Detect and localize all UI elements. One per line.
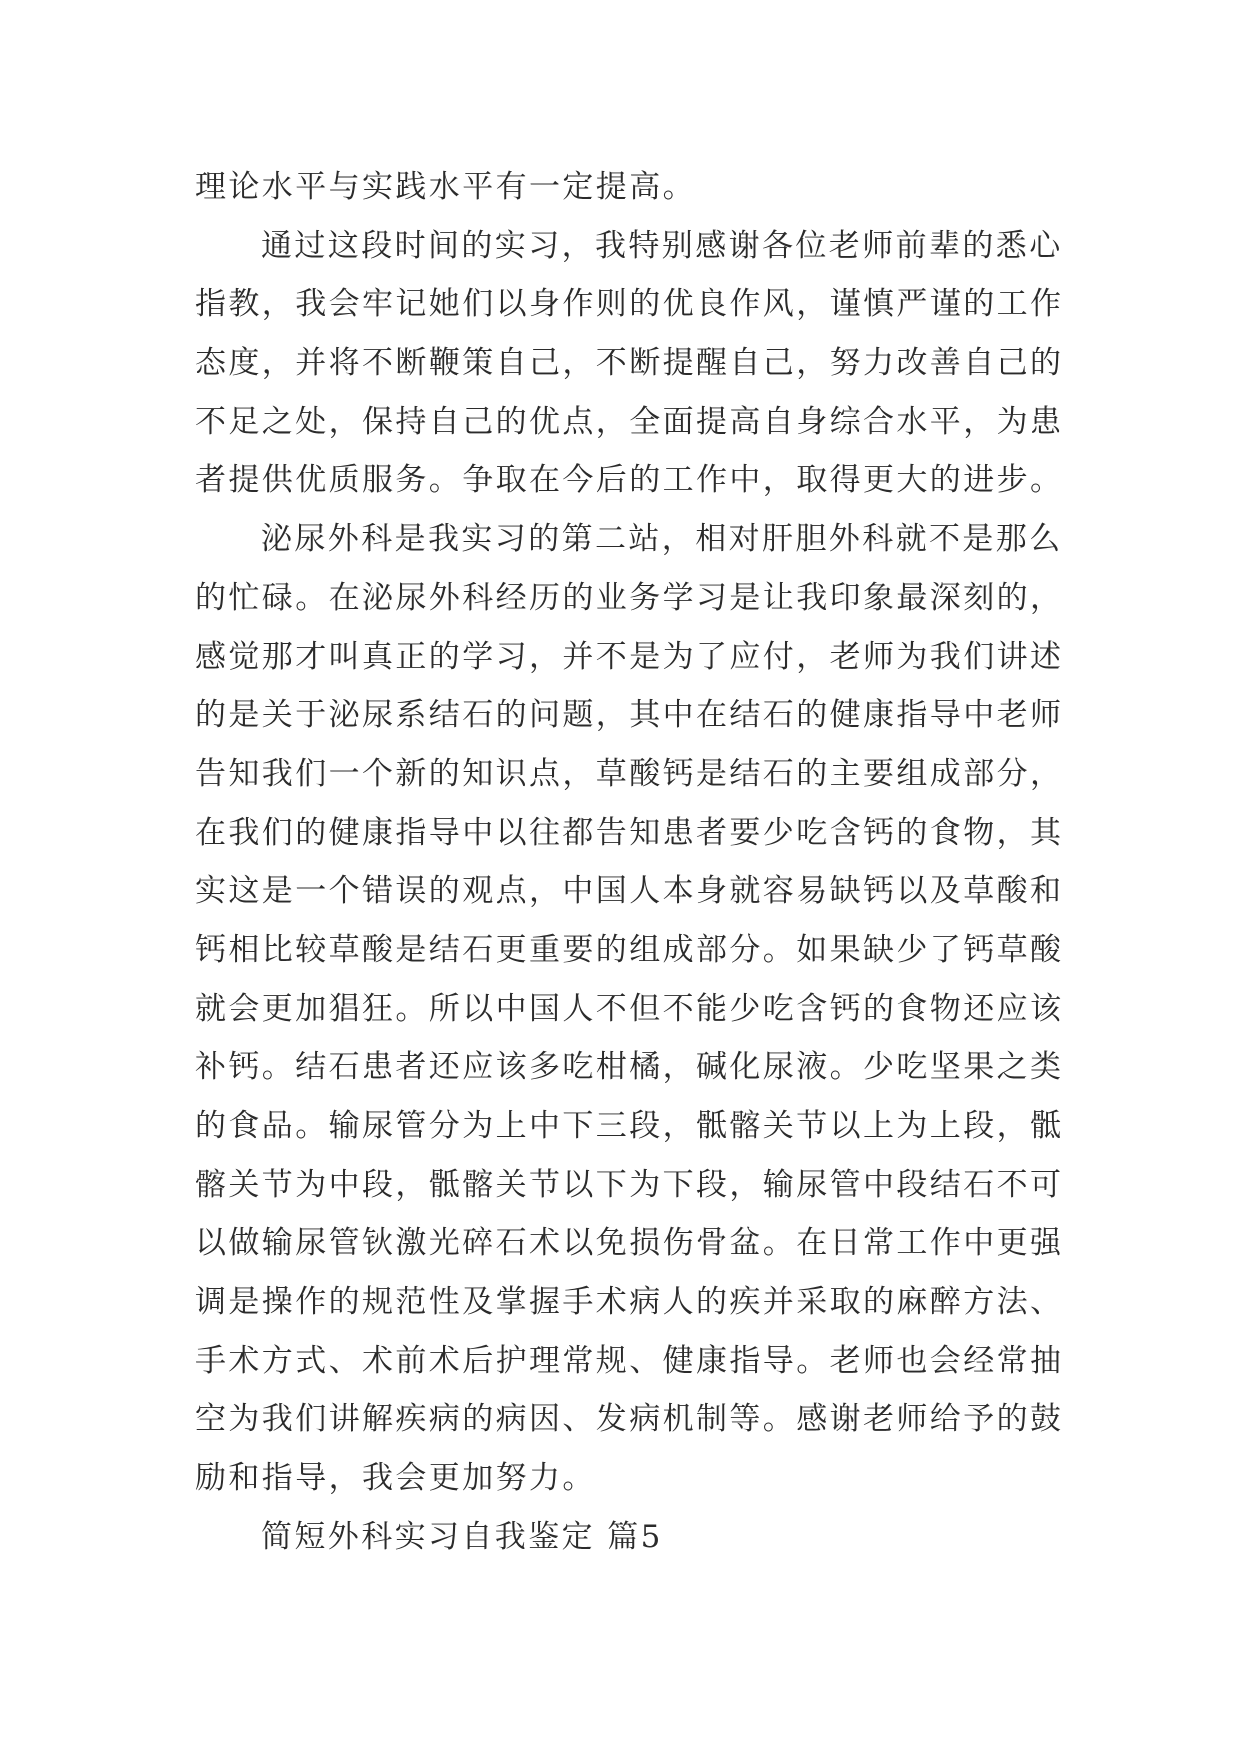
paragraph-line: 补钙。结石患者还应该多吃柑橘，碱化尿液。少吃坚果之类	[195, 1049, 1064, 1086]
paragraph-line: 钙相比较草酸是结石更重要的组成部分。如果缺少了钙草酸	[195, 931, 1064, 968]
paragraph-line: 就会更加猖狂。所以中国人不但不能少吃含钙的食物还应该	[195, 990, 1064, 1027]
paragraph-line: 的食品。输尿管分为上中下三段，骶髂关节以上为上段，骶	[195, 1108, 1064, 1144]
paragraph-line: 指教，我会牢记她们以身作则的优良作风，谨慎严谨的工作	[195, 286, 1064, 323]
paragraph-line: 励和指导，我会更加努力。	[195, 1460, 596, 1497]
paragraph-line: 调是操作的规范性及掌握手术病人的疾并采取的麻醉方法、	[195, 1284, 1064, 1321]
paragraph-line: 手术方式、术前术后护理常规、健康指导。老师也会经常抽	[195, 1342, 1064, 1379]
paragraph-line: 的是关于泌尿系结石的问题，其中在结石的健康指导中老师	[195, 697, 1064, 734]
paragraph-line: 态度，并将不断鞭策自己，不断提醒自己，努力改善自己的	[195, 345, 1064, 382]
paragraph-start-line: 通过这段时间的实习，我特别感谢各位老师前辈的悉心	[261, 227, 1063, 264]
paragraph-line: 的忙碌。在泌尿外科经历的业务学习是让我印象最深刻的，	[195, 579, 1064, 616]
paragraph-line: 空为我们讲解疾病的病因、发病机制等。感谢老师给予的鼓	[195, 1401, 1064, 1438]
paragraph-line: 不足之处，保持自己的优点，全面提高自身综合水平，为患	[195, 403, 1064, 440]
paragraph-line: 告知我们一个新的知识点，草酸钙是结石的主要组成部分，	[195, 755, 1064, 792]
paragraph-start-line: 泌尿外科是我实习的第二站，相对肝胆外科就不是那么	[261, 521, 1063, 558]
paragraph-line: 感觉那才叫真正的学习，并不是为了应付，老师为我们讲述	[195, 638, 1064, 675]
paragraph-line: 者提供优质服务。争取在今后的工作中，取得更大的进步。	[195, 462, 1064, 499]
paragraph-line: 理论水平与实践水平有一定提高。	[195, 169, 696, 205]
paragraph-line: 髂关节为中段，骶髂关节以下为下段，输尿管中段结石不可	[195, 1166, 1064, 1203]
paragraph-line: 在我们的健康指导中以往都告知患者要少吃含钙的食物，其	[195, 814, 1064, 851]
paragraph-line: 以做输尿管钬激光碎石术以免损伤骨盆。在日常工作中更强	[195, 1225, 1064, 1262]
document-body	[195, 158, 1075, 1567]
paragraph-line: 实这是一个错误的观点，中国人本身就容易缺钙以及草酸和	[195, 873, 1064, 910]
section-heading: 简短外科实习自我鉴定 篇5	[261, 1518, 663, 1555]
